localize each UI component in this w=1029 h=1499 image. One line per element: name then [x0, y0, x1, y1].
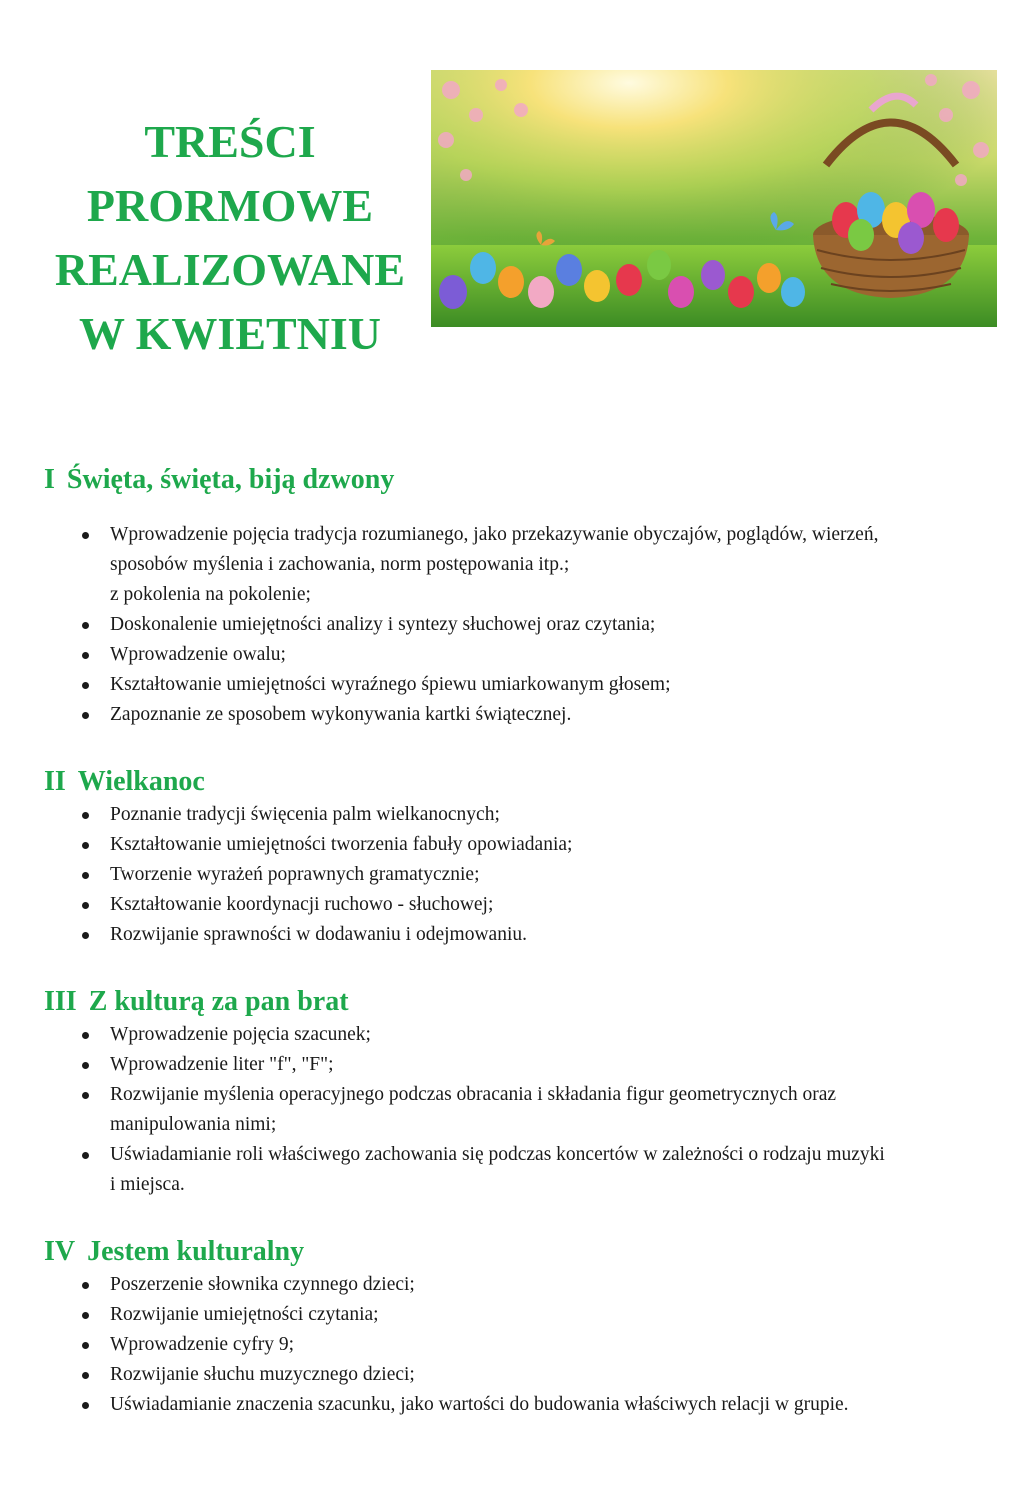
- list-item: Kształtowanie koordynacji ruchowo - słuchowej;: [44, 890, 989, 920]
- section-number: I: [44, 464, 55, 495]
- list-item: Rozwijanie umiejętności czytania;: [44, 1300, 989, 1330]
- list-item: Wprowadzenie liter "f", "F";: [44, 1050, 989, 1080]
- list-item: Kształtowanie umiejętności wyraźnego śpiewu umiarkowanym głosem;: [44, 670, 989, 700]
- section-4: [44, 1234, 989, 1420]
- list-item-text: z pokolenia na pokolenie;: [110, 584, 311, 605]
- list-item: Zapoznanie ze sposobem wykonywania kartki świątecznej.: [44, 700, 989, 730]
- bullet-list: [44, 1270, 989, 1420]
- list-item: Wprowadzenie owalu;: [44, 640, 989, 670]
- easter-basket-eggs-image: [431, 70, 997, 327]
- title-line-4: W KWIETNIU: [78, 308, 382, 359]
- section-title: Wielkanoc: [77, 766, 205, 797]
- section-2: [44, 764, 989, 950]
- list-item: Rozwijanie słuchu muzycznego dzieci;: [44, 1360, 989, 1390]
- list-item: Uświadamianie znaczenia szacunku, jako wartości do budowania właściwych relacji w grupie.: [44, 1390, 989, 1420]
- content-sections: [44, 462, 989, 1420]
- easter-illustration: [431, 70, 997, 327]
- list-item: Tworzenie wyrażeń poprawnych gramatycznie;: [44, 860, 989, 890]
- list-item: Kształtowanie umiejętności tworzenia fabuły opowiadania;: [44, 830, 989, 860]
- section-1: [44, 462, 989, 730]
- bullet-list: [44, 1020, 989, 1200]
- list-item: Wprowadzenie pojęcia szacunek;: [44, 1020, 989, 1050]
- list-item: [44, 1140, 989, 1200]
- page-title: [30, 110, 430, 366]
- section-heading: [44, 764, 989, 800]
- bullet-list: [44, 800, 989, 950]
- list-item: [44, 1080, 989, 1140]
- list-item-text: Uświadamianie roli właściwego zachowania się podczas koncertów w zależności o rodzaju muzyki: [110, 1144, 885, 1165]
- title-line-2: PRORMOWE: [86, 180, 374, 231]
- section-title: Z kulturą za pan brat: [88, 986, 349, 1017]
- list-item: Doskonalenie umiejętności analizy i syntezy słuchowej oraz czytania;: [44, 610, 989, 640]
- section-heading: [44, 984, 989, 1020]
- list-item-text: i miejsca.: [110, 1174, 185, 1195]
- title-line-1: TREŚCI: [144, 116, 316, 167]
- section-3: [44, 984, 989, 1200]
- section-heading: [44, 1234, 989, 1270]
- list-item: Rozwijanie sprawności w dodawaniu i odejmowaniu.: [44, 920, 989, 950]
- section-number: II: [44, 766, 66, 797]
- list-item: [44, 520, 989, 610]
- section-title: Święta, święta, biją dzwony: [66, 464, 395, 495]
- list-item-text: Wprowadzenie pojęcia tradycja rozumianego, jako przekazywanie obyczajów, poglądów, wierzeń,: [110, 524, 879, 545]
- list-item: Poznanie tradycji święcenia palm wielkanocnych;: [44, 800, 989, 830]
- section-number: III: [44, 986, 77, 1017]
- title-line-3: REALIZOWANE: [54, 244, 406, 295]
- list-item-text: sposobów myślenia i zachowania, norm postępowania itp.;: [110, 554, 570, 575]
- list-item: Poszerzenie słownika czynnego dzieci;: [44, 1270, 989, 1300]
- list-item-text: manipulowania nimi;: [110, 1114, 277, 1135]
- section-heading: [44, 462, 989, 498]
- section-title: Jestem kulturalny: [87, 1236, 305, 1267]
- list-item: Wprowadzenie cyfry 9;: [44, 1330, 989, 1360]
- list-item-text: Rozwijanie myślenia operacyjnego podczas obracania i składania figur geometrycznych oraz: [110, 1084, 837, 1105]
- section-number: IV: [44, 1236, 76, 1267]
- bullet-list: [44, 520, 989, 730]
